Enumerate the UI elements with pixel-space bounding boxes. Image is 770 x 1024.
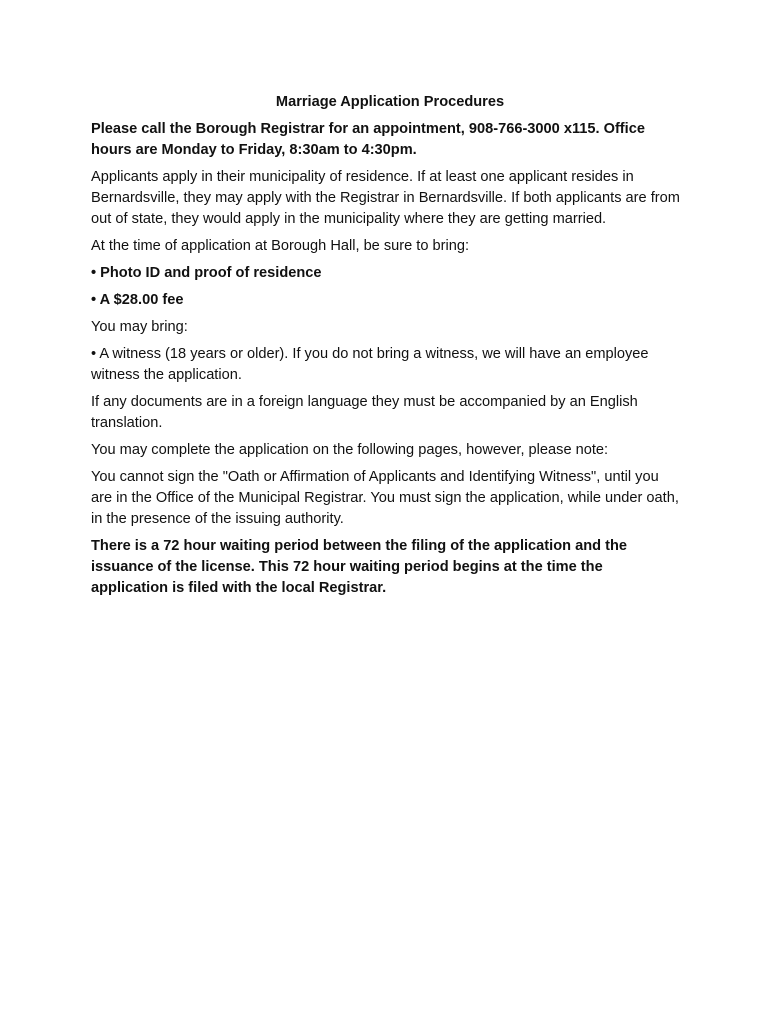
document-title: Marriage Application Procedures xyxy=(275,94,505,110)
bring-heading: At the time of application at Borough Hall, be sure to bring: xyxy=(91,238,470,254)
foreign-language-paragraph: If any documents are in a foreign language they must be accompanied by an English translation. xyxy=(91,394,638,431)
oath-paragraph: You cannot sign the "Oath or Affirmation of Applicants and Identifying Witness", until you are in the Office of the Municipal Registrar. You must sign the application, while under oath, in the presence of the issuing authority. xyxy=(91,469,679,527)
may-bring-heading: You may bring: xyxy=(91,319,188,335)
appointment-paragraph: Please call the Borough Registrar for an appointment, 908-766-3000 x115. Office hours are Monday to Friday, 8:30am to 4:30pm. xyxy=(91,121,645,158)
bring-item-fee: • A $28.00 fee xyxy=(91,292,184,308)
waiting-period-paragraph: There is a 72 hour waiting period between the filing of the application and the issuance of the license. This 72 hour waiting period begins at the time the application is filed with the local Registrar. xyxy=(91,538,627,596)
residence-paragraph: Applicants apply in their municipality of residence. If at least one applicant resides in Bernardsville, they may apply with the Registrar in Bernardsville. If both applicants are from out of state, they would apply in the municipality where they are getting married. xyxy=(91,169,680,227)
document-body xyxy=(91,92,681,605)
complete-application-paragraph: You may complete the application on the following pages, however, please note: xyxy=(91,442,609,458)
may-bring-item-witness: • A witness (18 years or older). If you do not bring a witness, we will have an employee witness the application. xyxy=(91,346,649,383)
bring-item-photo-id: • Photo ID and proof of residence xyxy=(91,265,322,281)
